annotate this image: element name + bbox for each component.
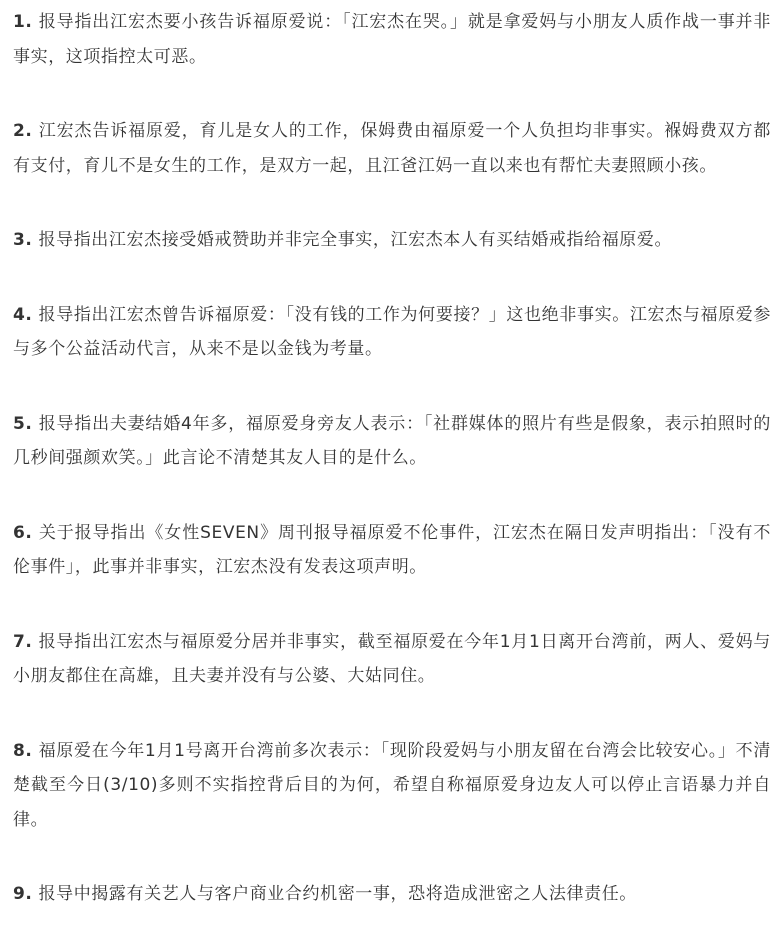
paragraph-text: 报导指出江宏杰曾告诉福原爱：「没有钱的工作为何要接？」这也绝非事实。江宏杰与福原爱参与多个公益活动代言，从来不是以金钱为考量。 xyxy=(13,304,771,359)
paragraph-text: 报导中揭露有关艺人与客户商业合约机密一事，恐将造成泄密之人法律责任。 xyxy=(32,884,637,904)
paragraph-8 xyxy=(13,734,771,838)
paragraph-text: 报导指出江宏杰要小孩告诉福原爱说：「江宏杰在哭。」就是拿爱妈与小朋友人质作战一事并非事实，这项指控太可恶。 xyxy=(13,12,771,67)
paragraph-4 xyxy=(13,298,771,367)
paragraph-text: 报导指出夫妻结婚4年多，福原爱身旁友人表示：「社群媒体的照片有些是假象，表示拍照时的几秒间强颜欢笑。」此言论不清楚其友人目的是什么。 xyxy=(13,413,771,468)
paragraph-number: 2. xyxy=(13,121,33,141)
paragraph-number: 8. xyxy=(13,740,33,761)
paragraph-3 xyxy=(13,223,771,258)
paragraph-text: 报导指出江宏杰与福原爱分居并非事实，截至福原爱在今年1月1日离开台湾前，两人、爱妈与小朋友都住在高雄，且夫妻并没有与公婆、大姑同住。 xyxy=(13,631,771,686)
paragraph-number: 4. xyxy=(13,304,33,325)
paragraph-9 xyxy=(13,877,771,912)
paragraph-2 xyxy=(13,114,771,183)
paragraph-text: 江宏杰告诉福原爱，育儿是女人的工作，保姆费由福原爱一个人负担均非事实。褓姆费双方都有支付，育儿不是女生的工作，是双方一起，且江爸江妈一直以来也有帮忙夫妻照顾小孩。 xyxy=(13,121,771,176)
paragraph-7 xyxy=(13,625,771,694)
paragraph-text: 关于报导指出《女性SEVEN》周刊报导福原爱不伦事件，江宏杰在隔日发声明指出：「没有不伦事件」，此事并非事实，江宏杰没有发表这项声明。 xyxy=(13,522,771,577)
paragraph-number: 6. xyxy=(13,522,33,543)
paragraph-number: 7. xyxy=(13,631,33,652)
paragraph-6 xyxy=(13,516,771,585)
paragraph-number: 1. xyxy=(13,12,33,32)
paragraph-text: 报导指出江宏杰接受婚戒赞助并非完全事实，江宏杰本人有买结婚戒指给福原爱。 xyxy=(32,230,673,250)
paragraph-1 xyxy=(13,5,771,74)
paragraph-5 xyxy=(13,407,771,476)
paragraph-number: 9. xyxy=(13,884,33,904)
paragraph-text: 福原爱在今年1月1号离开台湾前多次表示：「现阶段爱妈与小朋友留在台湾会比较安心。」不清楚截至今日(3/10)多则不实指控背后目的为何，希望自称福原爱身边友人可以停止言语暴力并自律。 xyxy=(13,740,771,830)
paragraph-number: 3. xyxy=(13,230,33,250)
paragraph-number: 5. xyxy=(13,413,33,434)
